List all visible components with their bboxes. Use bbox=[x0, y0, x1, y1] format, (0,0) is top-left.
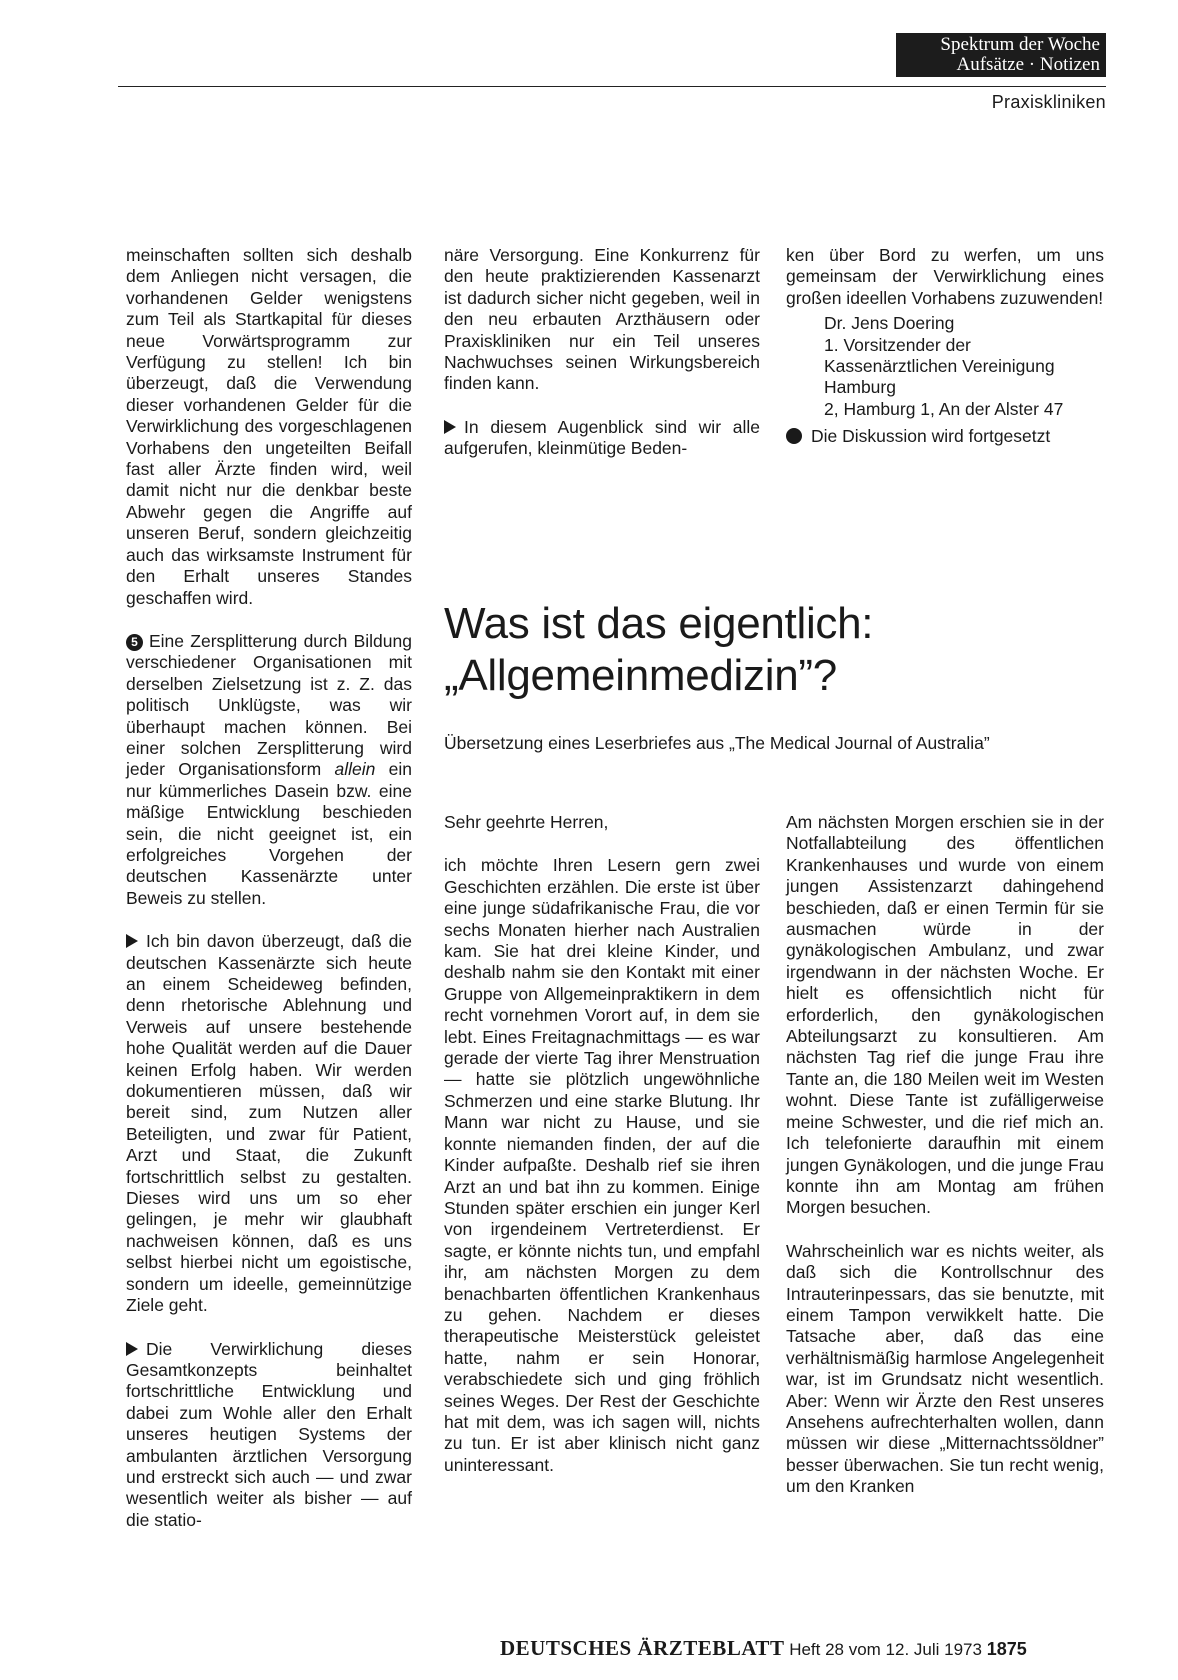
paragraph: Am nächsten Morgen erschien sie in der Notfallabteilung des öffentlichen Krankenhauses und wurde von einem jungen Assistenzarzt dahingehend beschieden, daß er einen Termin für sie ausmachen würde in der gynäkologischen Ambulanz, und zwar irgendwann in der nächsten Woche. Er hielt es offensichtlich nicht für erforderlich, den gynäkologischen Abteilungsarzt zu konsultieren. Am nächsten Tag rief die junge Frau ihre Tante an, die 180 Meilen weit im Westen wohnt. Diese Tante ist zufälligerweise meine Schwester, und die rief mich an. Ich telefonierte daraufhin mit einem jungen Gynäkologen, und die junge Frau konnte ihn am Montag am frühen Morgen besuchen. bbox=[786, 812, 1104, 1218]
headline-line-2: „Allgemeinmedizin”? bbox=[444, 651, 837, 700]
publication-name: DEUTSCHES ÄRZTEBLATT bbox=[500, 1636, 785, 1660]
signature-address: 2, Hamburg 1, An der Alster 47 bbox=[824, 398, 1064, 419]
section-label: Praxiskliniken bbox=[991, 92, 1106, 112]
triangle-marker-icon bbox=[126, 1342, 138, 1356]
section-badge bbox=[896, 33, 1106, 77]
article-subtitle: Übersetzung eines Leserbriefes aus „The Medical Journal of Australia” bbox=[444, 733, 990, 753]
column-1 bbox=[126, 245, 412, 1531]
continuation-note bbox=[786, 426, 1104, 447]
paragraph: ich möchte Ihren Lesern gern zwei Geschichten erzählen. Die erste ist über eine junge südafrikanische Frau, die vor sechs Monaten hierher nach Australien kam. Sie hat drei kleine Kinder, und deshalb nahm sie den Kontakt mit einer Gruppe von Allgemeinpraktikern in dem recht vornehmen Vorort auf, in dem sie lebt. Eines Freitagnachmittags — es war gerade der vierte Tag ihrer Menstruation — hatte sie plötzlich ungewöhnliche Schmerzen und eine starke Blutung. Ihr Mann war nicht zu Hause, und sie konnte niemanden finden, der auf die Kinder aufpaßte. Deshalb rief sie ihren Arzt an und bat ihn zu kommen. Einige Stunden später erschien ein junger Kerl von irgendeinem Vertreterdienst. Er sagte, er könnte nichts tun, und empfahl ihr, am nächsten Morgen zu dem benachbarten öffentlichen Krankenhaus zu gehen. Nachdem er dieses therapeutische Meisterstück geleistet hatte, nahm er sein Honorar, verabschiedete sich und ging fröhlich seines Weges. Der Rest der Geschichte hat mit dem, was ich sagen will, nichts zu tun. Er ist aber klinisch nicht ganz uninteressant. bbox=[444, 855, 760, 1475]
signature-name: Dr. Jens Doering bbox=[824, 313, 955, 334]
headline-line-1: Was ist das eigentlich: bbox=[444, 599, 874, 648]
article-headline bbox=[444, 598, 873, 702]
paragraph: Wahrscheinlich war es nichts weiter, als daß sich die Kontrollschnur des Intrauterinpessars, das sie benutzte, mit einem Tampon verwikkelt hatte. Die Tatsache aber, daß das eine verhältnismäßig harmlose Angelegenheit war, ist im Grundsatz nicht wesentlich. Aber: Wenn wir Ärzte den Rest unseres Ansehens aufrechterhalten wollen, dann müssen wir diese „Mitternachtssöldner” besser überwachen. Sie tun recht wenig, um den Kranken bbox=[786, 1240, 1104, 1497]
number-5-icon: 5 bbox=[126, 634, 143, 651]
paragraph-marked bbox=[444, 417, 760, 460]
paragraph: näre Versorgung. Eine Konkurrenz für den heute praktizierenden Kassenarzt ist dadurch sicher nicht gegeben, weil in den neu erbauten Arzthäusern oder Praxiskliniken nur ein Teil unseres Nachwuchses seinen Wirkungsbereich finden kann. bbox=[444, 245, 760, 394]
emphasis: allein bbox=[334, 759, 376, 780]
paragraph-text: ein nur kümmerliches Dasein bzw. eine mäßige Entwicklung beschieden sein, die nicht geeignet ist, ein erfolgreiches Vorgehen der deutschen Kassenärzte unter Beweis zu stellen. bbox=[126, 759, 412, 908]
badge-line-2: Aufsätze · Notizen bbox=[956, 54, 1100, 75]
salutation: Sehr geehrte Herren, bbox=[444, 812, 609, 832]
continuation-text: Die Diskussion wird fortgesetzt bbox=[811, 426, 1051, 447]
article-column-right bbox=[786, 812, 1104, 1498]
issue-info: Heft 28 vom 12. Juli 1973 bbox=[789, 1640, 982, 1659]
paragraph-text: Ich bin davon überzeugt, daß die deutschen Kassenärzte sich heute an einem Scheideweg befinden, denn rhetorische Ablehnung und Verweis auf unsere bestehende hohe Qualität werden auf die Dauer keinen Erfolg haben. Wir werden dokumentieren müssen, daß wir bereit sind, zum Nutzen aller Beteiligten, und zwar für Patient, Arzt und Staat, die Zukunft fortschrittlich selbst zu gestalten. Dieses wird uns um so eher gelingen, je mehr wir glaubhaft nachweisen können, daß es uns selbst hierbei nicht um egoistische, sondern um ideelle, gemeinnützige Ziele geht. bbox=[126, 931, 412, 1316]
article-column-left bbox=[444, 812, 760, 1476]
page-footer bbox=[500, 1636, 1027, 1661]
paragraph-text: In diesem Augenblick sind wir alle aufgerufen, kleinmütige Beden- bbox=[444, 416, 760, 459]
signature-role: 1. Vorsitzender der bbox=[824, 334, 971, 355]
column-3-top bbox=[786, 245, 1104, 448]
triangle-marker-icon bbox=[126, 934, 138, 948]
bullet-dot-icon bbox=[786, 428, 802, 444]
signature-city: Hamburg bbox=[824, 377, 896, 398]
signature-block bbox=[786, 313, 1104, 420]
triangle-marker-icon bbox=[444, 420, 456, 434]
paragraph: meinschaften sollten sich deshalb dem Anliegen nicht versagen, die vorhandenen Gelder wenigstens zum Teil als Startkapital für dieses neue Vorwärtsprogramm zur Verfügung zu stellen! Ich bin überzeugt, daß die Verwendung dieser vorhandenen Gelder für die Verwirklichung des vorgeschlagenen Vorhabens den ungeteilten Beifall fast aller Ärzte finden wird, weil damit nicht nur die denkbar beste Abwehr gegen die Angriffe auf unseren Beruf, sondern gleichzeitig auch das wirksamste Instrument für den Erhalt unseres Standes geschaffen wird. bbox=[126, 245, 412, 608]
paragraph-numbered bbox=[126, 631, 412, 909]
page-number: 1875 bbox=[986, 1639, 1027, 1659]
signature-organization: Kassenärztlichen Vereinigung bbox=[824, 356, 1055, 377]
column-2-top bbox=[444, 245, 760, 460]
paragraph-marked bbox=[126, 1339, 412, 1532]
paragraph-text: Die Verwirklichung dieses Gesamtkonzepts beinhaltet fortschrittliche Entwicklung und dabei zum Wohle aller den Erhalt unseres heutigen Systems der ambulanten ärztlichen Versorgung und erstreckt sich auch — und zwar wesentlich weiter als bisher — auf die statio- bbox=[126, 1338, 412, 1530]
paragraph: ken über Bord zu werfen, um uns gemeinsam der Verwirklichung eines großen ideellen Vorhabens zuzuwenden! bbox=[786, 245, 1104, 308]
paragraph-text: Eine Zersplitterung durch Bildung verschiedener Organisationen mit derselben Zielsetzung ist z. Z. das politisch Unklügste, was wir überhaupt machen können. Bei einer solchen Zersplitterung wird jeder Organisationsform bbox=[126, 630, 412, 780]
header-rule bbox=[118, 86, 1106, 87]
paragraph-marked bbox=[126, 931, 412, 1316]
badge-line-1: Spektrum der Woche bbox=[940, 34, 1100, 55]
